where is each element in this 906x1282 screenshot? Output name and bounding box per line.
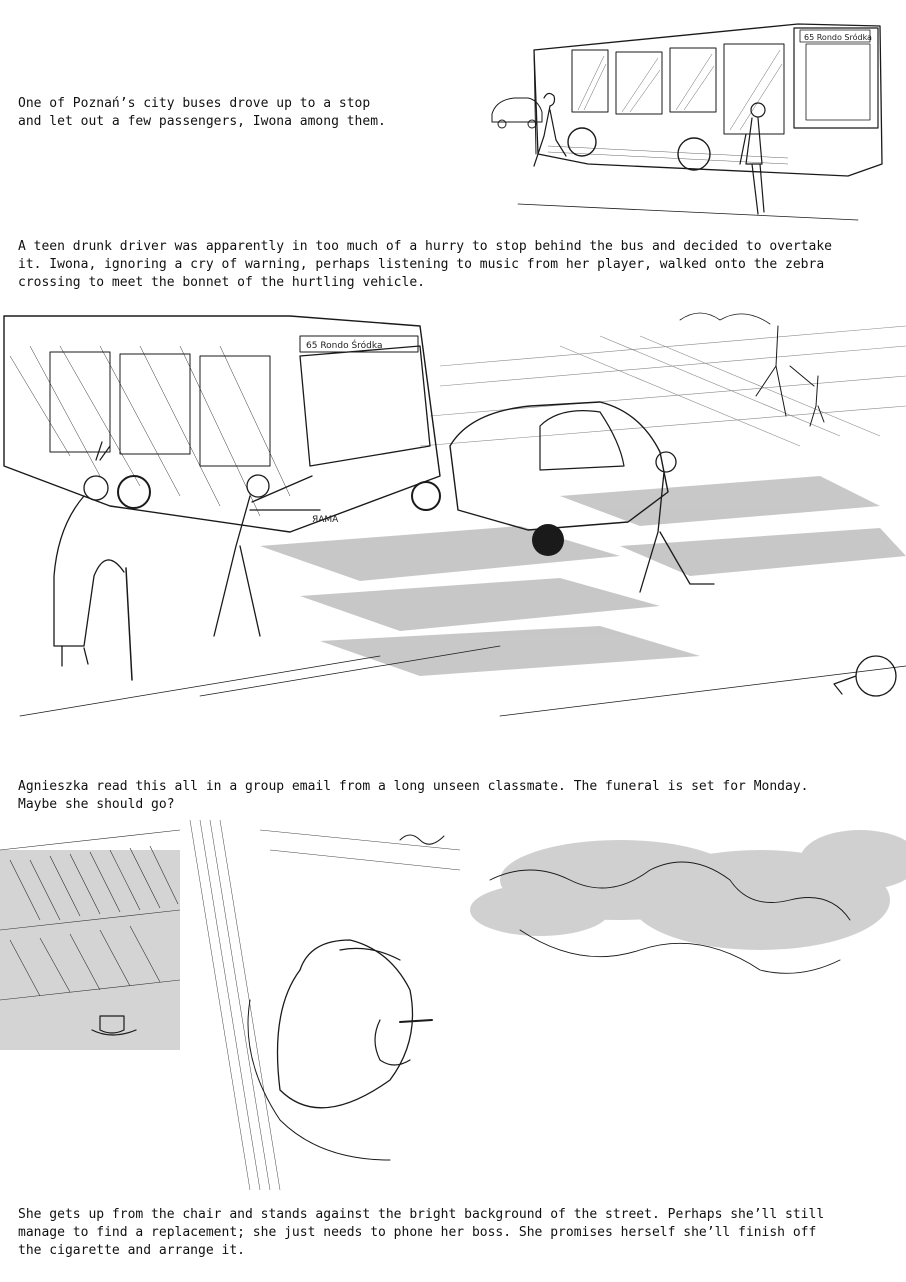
caption-cigarette: She gets up from the chair and stands against the bright background of the street. Perhaps she’ll still manage to find a replacement; she just needs to phone her boss. She promises herself she’ll finish off the cigarette and arrange it. [18,1207,825,1258]
illustration-accident [0,296,906,746]
panel-accident [0,296,906,746]
illustration-bus-at-stop [488,14,888,224]
large-bus-route-sign: 65 Rondo Śródka [306,341,383,351]
small-bus-route-sign: 65 Rondo Sródka [804,33,872,42]
illustration-cafe-smoking [0,820,906,1190]
panel-bus-at-stop [488,14,888,224]
bus-rear-plate: ЯAMA [312,515,339,525]
caption-accident: A teen drunk driver was apparently in too much of a hurry to stop behind the bus and decided to overtake it. Iwona, ignoring a cry of warning, perhaps listening to music from her player, walked onto the zebra crossing to meet the bonnet of the hurtling vehicle. [18,239,832,290]
panel-cafe-smoking [0,820,906,1190]
caption-bus-stop: One of Poznań’s city buses drove up to a stop and let out a few passengers, Iwona among them. [18,96,386,129]
caption-email: Agnieszka read this all in a group email from a long unseen classmate. The funeral is set for Monday. Maybe she should go? [18,779,809,812]
